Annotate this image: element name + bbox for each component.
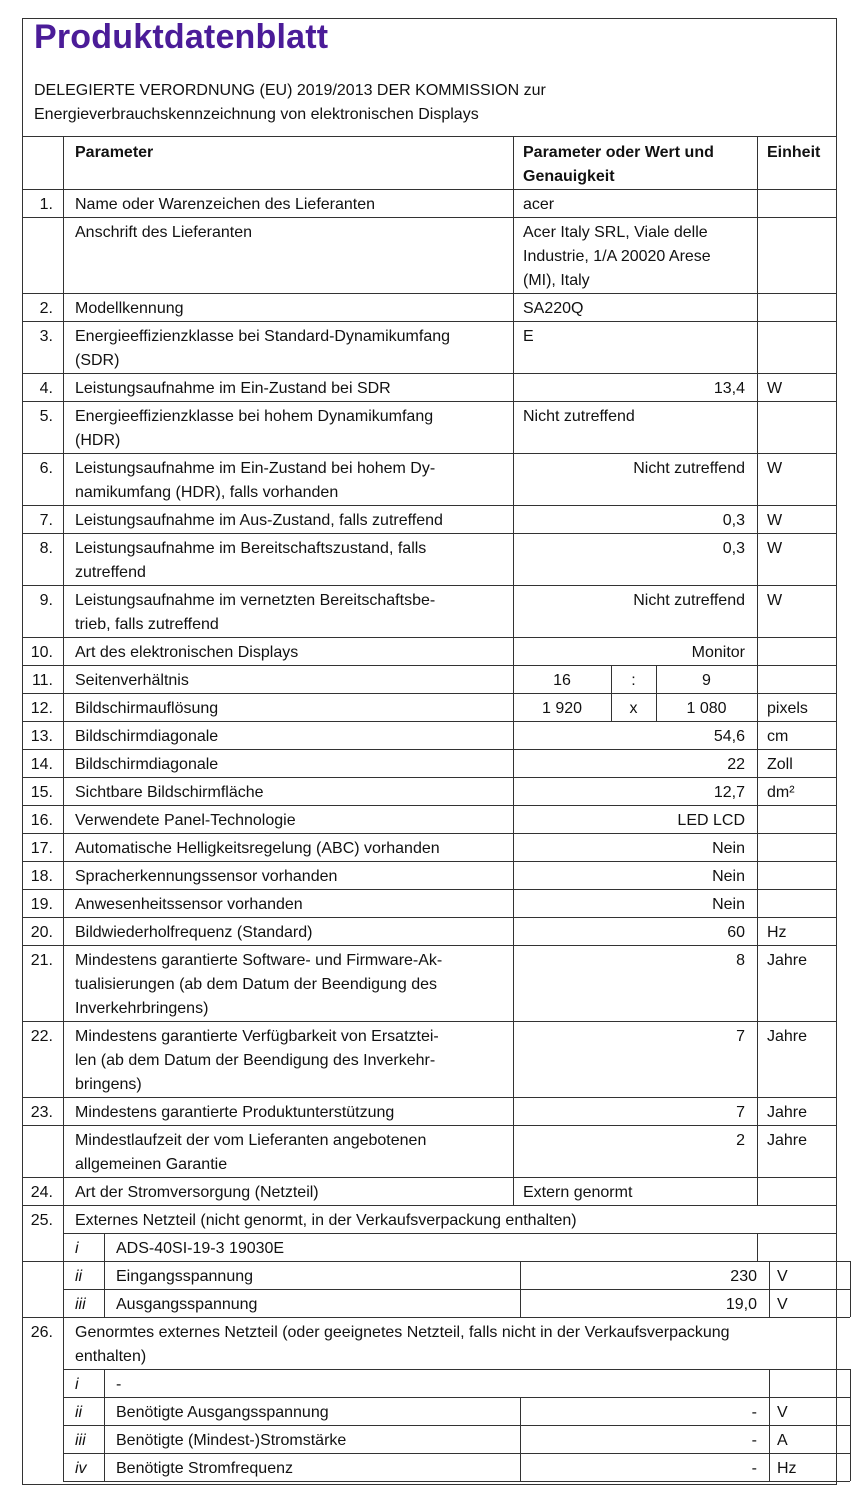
row-divider <box>22 189 837 190</box>
row-divider <box>63 1397 850 1398</box>
parameter-label: zutreffend <box>75 564 146 581</box>
page-title: Produktdatenblatt <box>34 18 329 56</box>
sub-parameter-value: - <box>751 1404 757 1421</box>
unit-label: W <box>767 460 783 477</box>
split-divider <box>611 693 612 721</box>
row-number: 9. <box>39 592 53 609</box>
parameter-label: Inverkehrbringens) <box>75 1000 209 1017</box>
row-divider <box>63 1425 850 1426</box>
roman-index: iii <box>75 1432 86 1449</box>
parameter-value: 22 <box>727 756 745 773</box>
row-divider <box>22 1177 837 1178</box>
row-number: 12. <box>30 700 53 717</box>
section-title: Genormtes externes Netzteil (oder geeignetes Netzteil, falls nicht in der Verkaufsverpackung <box>75 1324 730 1341</box>
split-separator: x <box>629 700 638 717</box>
parameter-label: len (ab dem Datum der Beendigung des Inverkehr- <box>75 1052 436 1069</box>
row-number: 15. <box>30 784 53 801</box>
parameter-label: Mindestlaufzeit der vom Lieferanten angebotenen <box>75 1132 427 1149</box>
parameter-value: E <box>523 328 534 345</box>
sub-parameter-label: Eingangsspannung <box>116 1268 254 1285</box>
roman-index: i <box>75 1376 79 1393</box>
parameter-label: Name oder Warenzeichen des Lieferanten <box>75 196 376 213</box>
parameter-label: Mindestens garantierte Verfügbarkeit von Ersatztei- <box>75 1028 439 1045</box>
parameter-value: Nicht zutreffend <box>523 408 635 425</box>
split-divider <box>611 665 612 693</box>
row-divider <box>22 1205 837 1206</box>
row-number: 8. <box>39 540 53 557</box>
regulation-subtitle <box>34 79 546 127</box>
column-divider <box>63 1369 64 1481</box>
sub-parameter-label: - <box>116 1376 122 1393</box>
row-divider <box>22 805 837 806</box>
parameter-label: Leistungsaufnahme im Ein-Zustand bei hohem Dy- <box>75 460 436 477</box>
split-divider <box>656 665 657 693</box>
row-divider <box>22 401 837 402</box>
unit-label: Jahre <box>767 1104 808 1121</box>
split-value-left: 1 920 <box>541 700 583 717</box>
column-divider <box>769 1261 770 1317</box>
row-number: 6. <box>39 460 53 477</box>
row-number: 10. <box>30 644 53 661</box>
row-divider <box>22 373 837 374</box>
header-value: Genauigkeit <box>523 168 615 185</box>
parameter-label: Leistungsaufnahme im Bereitschaftszustand, falls <box>75 540 427 557</box>
row-divider <box>63 1369 850 1370</box>
parameter-value: 8 <box>736 952 745 969</box>
row-number: 22. <box>30 1028 53 1045</box>
header-unit: Einheit <box>767 144 821 161</box>
row-number: 3. <box>39 328 53 345</box>
parameter-label: (SDR) <box>75 352 120 369</box>
column-divider <box>63 137 64 1205</box>
parameter-label: Automatische Helligkeitsregelung (ABC) vorhanden <box>75 840 440 857</box>
unit-label: V <box>777 1268 788 1285</box>
sub-parameter-value: - <box>751 1432 757 1449</box>
unit-label: pixels <box>767 700 808 717</box>
parameter-label: Bildschirmdiagonale <box>75 728 219 745</box>
row-divider <box>22 693 837 694</box>
parameter-value: Nein <box>712 868 745 885</box>
parameter-label: namikumfang (HDR), falls vorhanden <box>75 484 339 501</box>
row-divider <box>63 1481 850 1482</box>
row-number: 20. <box>30 924 53 941</box>
parameter-label: Modellkennung <box>75 300 184 317</box>
column-divider <box>520 1453 521 1481</box>
row-divider <box>22 505 837 506</box>
row-number: 11. <box>31 672 53 689</box>
unit-label: W <box>767 592 783 609</box>
sub-parameter-label: Benötigte (Mindest-)Stromstärke <box>116 1432 347 1449</box>
header-parameter: Parameter <box>75 144 154 161</box>
row-divider <box>22 945 837 946</box>
parameter-label: tualisierungen (ab dem Datum der Beendigung des <box>75 976 438 993</box>
parameter-value: Nein <box>712 840 745 857</box>
column-divider <box>520 1425 521 1453</box>
row-number: 17. <box>30 840 53 857</box>
subbox-top <box>22 1261 850 1262</box>
subbox-right <box>850 1261 851 1317</box>
row-number: 7. <box>39 512 53 529</box>
column-divider <box>63 1205 64 1234</box>
row-divider <box>22 217 837 218</box>
parameter-label: trieb, falls zutreffend <box>75 616 219 633</box>
unit-label: V <box>777 1296 788 1313</box>
parameter-value: 0,3 <box>722 512 745 529</box>
parameter-label: bringens) <box>75 1076 142 1093</box>
row-number: 13. <box>30 728 53 745</box>
subbox-right <box>850 1369 851 1481</box>
unit-label: Jahre <box>767 1132 808 1149</box>
row-divider <box>22 917 837 918</box>
subbox-left <box>22 1261 23 1317</box>
header-value: Parameter oder Wert und <box>523 144 714 161</box>
subtitle-line: Energieverbrauchskennzeichnung von elektronischen Displays <box>34 106 479 123</box>
parameter-value: acer <box>523 196 555 213</box>
column-divider <box>104 1233 105 1261</box>
column-divider <box>757 137 758 1205</box>
column-divider <box>520 1397 521 1425</box>
roman-index: ii <box>75 1268 83 1285</box>
parameter-value: 12,7 <box>713 784 745 801</box>
sub-parameter-label: Ausgangsspannung <box>116 1296 258 1313</box>
row-number: 19. <box>30 896 53 913</box>
row-divider <box>22 1021 837 1022</box>
row-number: 5. <box>39 408 53 425</box>
row-number: 1. <box>39 196 53 213</box>
parameter-value: 7 <box>736 1104 745 1121</box>
parameter-label: Energieeffizienzklasse bei Standard-Dynamikumfang <box>75 328 451 345</box>
parameter-label: Mindestens garantierte Produktunterstützung <box>75 1104 395 1121</box>
parameter-label: Leistungsaufnahme im vernetzten Bereitschaftsbe- <box>75 592 436 609</box>
parameter-value: 54,6 <box>713 728 745 745</box>
row-divider <box>22 1125 837 1126</box>
row-number: 18. <box>30 868 53 885</box>
section-title: enthalten) <box>75 1348 147 1365</box>
section-number: 25. <box>30 1212 53 1229</box>
parameter-label: (HDR) <box>75 432 121 449</box>
parameter-value: Extern genormt <box>523 1184 633 1201</box>
parameter-value: SA220Q <box>523 300 584 317</box>
parameter-label: Anschrift des Lieferanten <box>75 224 252 241</box>
parameter-label: Art der Stromversorgung (Netzteil) <box>75 1184 319 1201</box>
row-number: 2. <box>39 300 53 317</box>
parameter-label: Leistungsaufnahme im Aus-Zustand, falls zutreffend <box>75 512 443 529</box>
parameter-value: (MI), Italy <box>523 272 590 289</box>
unit-label: Jahre <box>767 952 808 969</box>
roman-index: i <box>75 1240 79 1257</box>
unit-label: W <box>767 540 783 557</box>
parameter-value: LED LCD <box>677 812 745 829</box>
sub-parameter-label: Benötigte Ausgangsspannung <box>116 1404 329 1421</box>
row-divider <box>63 1453 850 1454</box>
parameter-label: allgemeinen Garantie <box>75 1156 228 1173</box>
split-value-right: 1 080 <box>686 700 727 717</box>
column-divider <box>104 1369 105 1481</box>
row-number: 14. <box>30 756 53 773</box>
row-divider <box>22 321 837 322</box>
row-divider <box>22 833 837 834</box>
row-divider <box>22 293 837 294</box>
row-divider <box>22 721 837 722</box>
split-value-left: 16 <box>553 672 571 689</box>
sub-parameter-label: Benötigte Stromfrequenz <box>116 1460 293 1477</box>
column-divider <box>63 1317 64 1369</box>
unit-label: Hz <box>777 1460 797 1477</box>
parameter-value: 2 <box>736 1132 745 1149</box>
parameter-value: 7 <box>736 1028 745 1045</box>
parameter-value: Industrie, 1/A 20020 Arese <box>523 248 711 265</box>
subtitle-line: DELEGIERTE VERORDNUNG (EU) 2019/2013 DER KOMMISSION zur <box>34 82 546 99</box>
parameter-label: Energieeffizienzklasse bei hohem Dynamikumfang <box>75 408 434 425</box>
column-divider <box>520 1261 521 1317</box>
column-divider <box>769 1369 770 1481</box>
row-number: 4. <box>39 380 53 397</box>
column-divider <box>513 137 514 1205</box>
row-divider <box>63 1233 837 1234</box>
unit-label: Jahre <box>767 1028 808 1045</box>
parameter-label: Spracherkennungssensor vorhanden <box>75 868 338 885</box>
row-divider <box>22 889 837 890</box>
row-divider <box>22 585 837 586</box>
roman-index: ii <box>75 1404 83 1421</box>
parameter-value: 13,4 <box>713 380 745 397</box>
row-divider <box>22 777 837 778</box>
unit-label: Zoll <box>767 756 793 773</box>
section-number: 26. <box>30 1324 53 1341</box>
parameter-label: Bildschirmdiagonale <box>75 756 219 773</box>
unit-label: Hz <box>767 924 787 941</box>
row-divider <box>22 1097 837 1098</box>
section-title: Externes Netzteil (nicht genormt, in der Verkaufsverpackung enthalten) <box>75 1212 577 1229</box>
parameter-label: Mindestens garantierte Software- und Firmware-Ak- <box>75 952 443 969</box>
row-divider <box>22 665 837 666</box>
parameter-value: Nicht zutreffend <box>633 592 745 609</box>
split-separator: : <box>631 672 636 689</box>
unit-label: dm² <box>767 784 795 801</box>
adapter-model: ADS-40SI-19-3 19030E <box>116 1240 285 1257</box>
column-divider <box>63 1233 64 1317</box>
sub-parameter-value: - <box>751 1460 757 1477</box>
parameter-label: Art des elektronischen Displays <box>75 644 299 661</box>
column-divider <box>104 1261 105 1317</box>
column-divider <box>757 1233 758 1261</box>
parameter-value: Monitor <box>691 644 745 661</box>
unit-label: W <box>767 512 783 529</box>
row-number: 21. <box>30 952 53 969</box>
row-divider <box>22 637 837 638</box>
parameter-value: Nicht zutreffend <box>633 460 745 477</box>
parameter-label: Verwendete Panel-Technologie <box>75 812 296 829</box>
parameter-label: Anwesenheitssensor vorhanden <box>75 896 303 913</box>
roman-index: iv <box>75 1460 87 1477</box>
unit-label: V <box>777 1404 788 1421</box>
parameter-label: Leistungsaufnahme im Ein-Zustand bei SDR <box>75 380 391 397</box>
sub-parameter-value: 230 <box>730 1268 757 1285</box>
row-divider <box>22 749 837 750</box>
roman-index: iii <box>75 1296 86 1313</box>
parameter-label: Bildwiederholfrequenz (Standard) <box>75 924 313 941</box>
parameter-label: Bildschirmauflösung <box>75 700 219 717</box>
split-value-right: 9 <box>702 672 711 689</box>
parameter-value: 0,3 <box>722 540 745 557</box>
row-divider <box>22 533 837 534</box>
subbox-bottom <box>22 1317 850 1318</box>
parameter-value: 60 <box>727 924 745 941</box>
row-number: 23. <box>30 1104 53 1121</box>
row-number: 16. <box>30 812 53 829</box>
parameter-value: Acer Italy SRL, Viale delle <box>523 224 708 241</box>
row-divider <box>22 861 837 862</box>
sub-parameter-value: 19,0 <box>725 1296 757 1313</box>
unit-label: A <box>777 1432 788 1449</box>
parameter-label: Seitenverhältnis <box>75 672 189 689</box>
parameter-label: Sichtbare Bildschirmfläche <box>75 784 264 801</box>
row-divider <box>63 1289 850 1290</box>
row-divider <box>22 453 837 454</box>
row-number: 24. <box>30 1184 53 1201</box>
parameter-value: Nein <box>712 896 745 913</box>
unit-label: W <box>767 380 783 397</box>
subtitle-divider <box>22 136 837 137</box>
unit-label: cm <box>767 728 789 745</box>
split-divider <box>656 693 657 721</box>
